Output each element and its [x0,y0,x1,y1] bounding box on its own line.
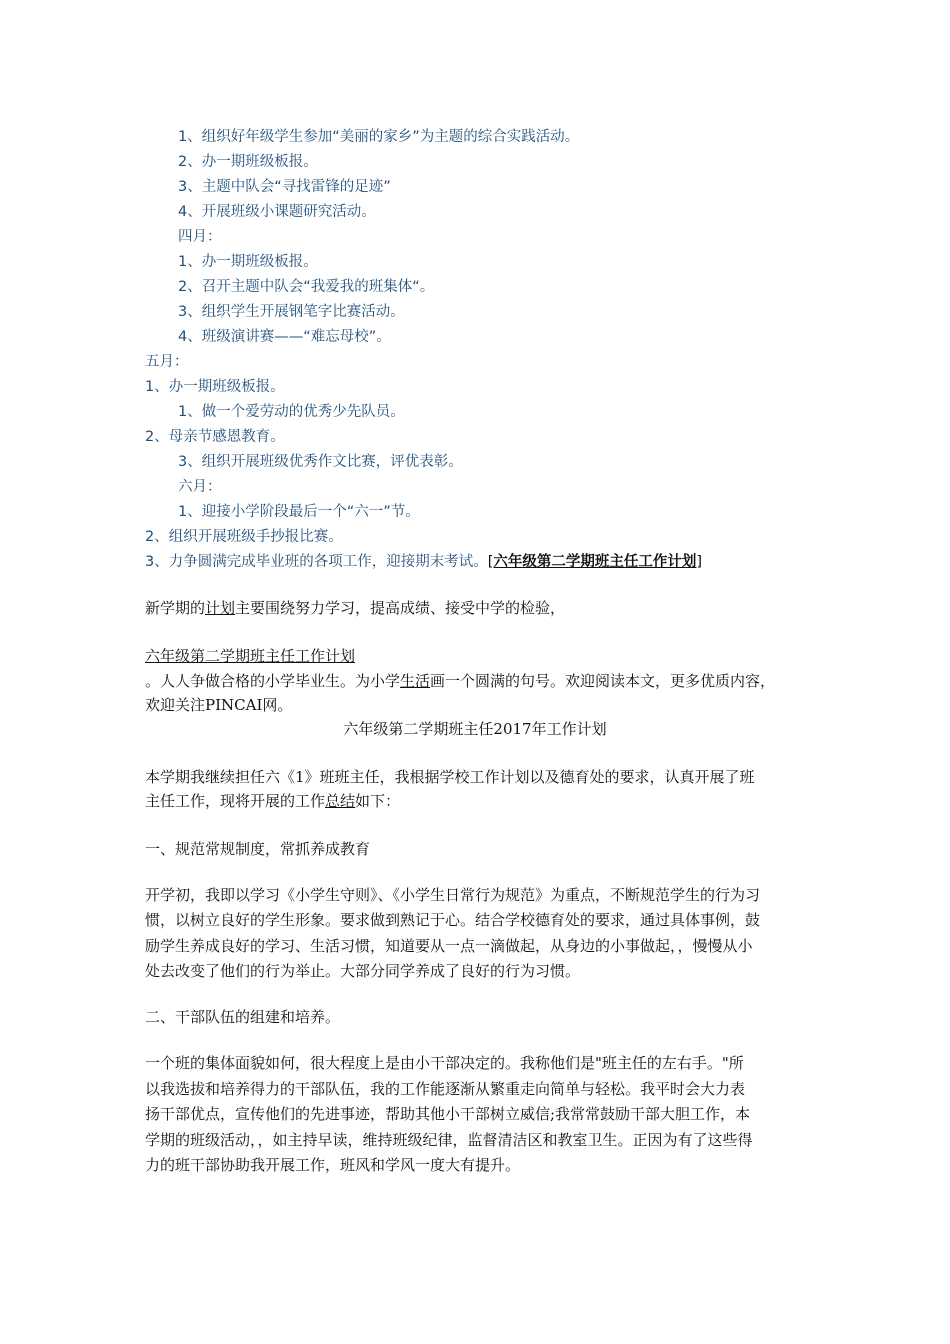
paragraph-text: 主任工作，现将开展的工作 [145,792,326,810]
list-item: 2、组织开展班级手抄报比赛。 [145,529,343,545]
paragraph-text: 画一个圆满的句号。欢迎阅读本文，更多优质内容， [430,672,776,690]
section-heading: 一、规范常规制度，常抓养成教育 [145,840,371,858]
intro-suffix: 主要围绕努力学习，提高成绩、接受中学的检验， [235,599,566,617]
paragraph-line [145,670,775,692]
list-item: 3、主题中队会“寻找雷锋的足迹” [178,179,391,195]
list-item: 1、做一个爱劳动的优秀少先队员。 [178,404,405,420]
paragraph-line: 扬干部优点，宣传他们的先进事迹，帮助其他小干部树立威信;我常常鼓励干部大胆工作，本 [145,1105,751,1123]
paragraph-line: 以我选拔和培养得力的干部队伍，我的工作能逐渐从繁重走向简单与轻松。我平时会大力表 [145,1080,746,1098]
paragraph-line: 开学初，我即以学习《小学生守则》、《小学生日常行为规范》为重点，不断规范学生的行为习 [145,886,761,904]
paragraph-line: 欢迎关注PINCAI网。 [145,696,293,714]
list-item-with-link [145,552,702,572]
paragraph-line: 本学期我继续担任六《1》班班主任，我根据学校工作计划以及德育处的要求，认真开展了班 [145,768,755,786]
paragraph-line: 处去改变了他们的行为举止。大部分同学养成了良好的行为习惯。 [145,962,581,980]
plan-link[interactable]: 六年级第二学期班主任工作计划 [493,554,697,570]
title-link[interactable]: 六年级第二学期班主任工作计划 [145,647,356,665]
document-title: 六年级第二学期班主任2017年工作计划 [343,720,607,738]
month-heading-april: 四月： [178,229,222,245]
paragraph-line: 力的班干部协助我开展工作，班风和学风一度大有提升。 [145,1156,521,1174]
intro-prefix: 新学期的 [145,599,206,617]
month-heading-may: 五月： [145,354,189,370]
bracket-close: ] [696,554,703,570]
list-item: 2、召开主题中队会“我爱我的班集体“。 [178,279,435,295]
bracket-open: [ [487,554,494,570]
paragraph-text: 。人人争做合格的小学毕业生。为小学 [145,672,401,690]
paragraph-line [145,790,400,812]
list-item: 1、迎接小学阶段最后一个“六一”节。 [178,504,420,520]
paragraph-text: 如下： [355,792,401,810]
plan-link-inline[interactable]: 计划 [205,599,236,617]
list-item: 3、组织开展班级优秀作文比赛，评优表彰。 [178,454,463,470]
list-item: 1、办一期班级板报。 [178,254,318,270]
list-item: 2、母亲节感恩教育。 [145,429,285,445]
paragraph-line: 学期的班级活动，，如主持早读，维持班级纪律，监督清洁区和教室卫生。正因为有了这些得 [145,1131,753,1149]
list-item: 4、班级演讲赛——“难忘母校”。 [178,329,391,345]
month-heading-june: 六月： [178,479,222,495]
paragraph-line: 一个班的集体面貌如何，很大程度上是由小干部决定的。我称他们是"班主任的左右手。"所 [145,1054,744,1072]
paragraph-line: 惯，以树立良好的学生形象。要求做到熟记于心。结合学校德育处的要求，通过具体事例，鼓 [145,911,761,929]
list-item-text: 3、力争圆满完成毕业班的各项工作，迎接期末考试。 [145,554,488,570]
paragraph-line: 励学生养成良好的学习、生活习惯，知道要从一点一滴做起，从身边的小事做起，，慢慢从小 [145,937,753,955]
list-item: 2、办一期班级板报。 [178,154,318,170]
summary-link[interactable]: 总结 [325,792,356,810]
intro-paragraph [145,597,565,619]
life-link[interactable]: 生活 [400,672,431,690]
list-item: 3、组织学生开展钢笔字比赛活动。 [178,304,405,320]
list-item: 4、开展班级小课题研究活动。 [178,204,376,220]
section-heading: 二、干部队伍的组建和培养。 [145,1008,341,1026]
list-item: 1、组织好年级学生参加“美丽的家乡”为主题的综合实践活动。 [178,129,580,145]
list-item: 1、办一期班级板报。 [145,379,285,395]
